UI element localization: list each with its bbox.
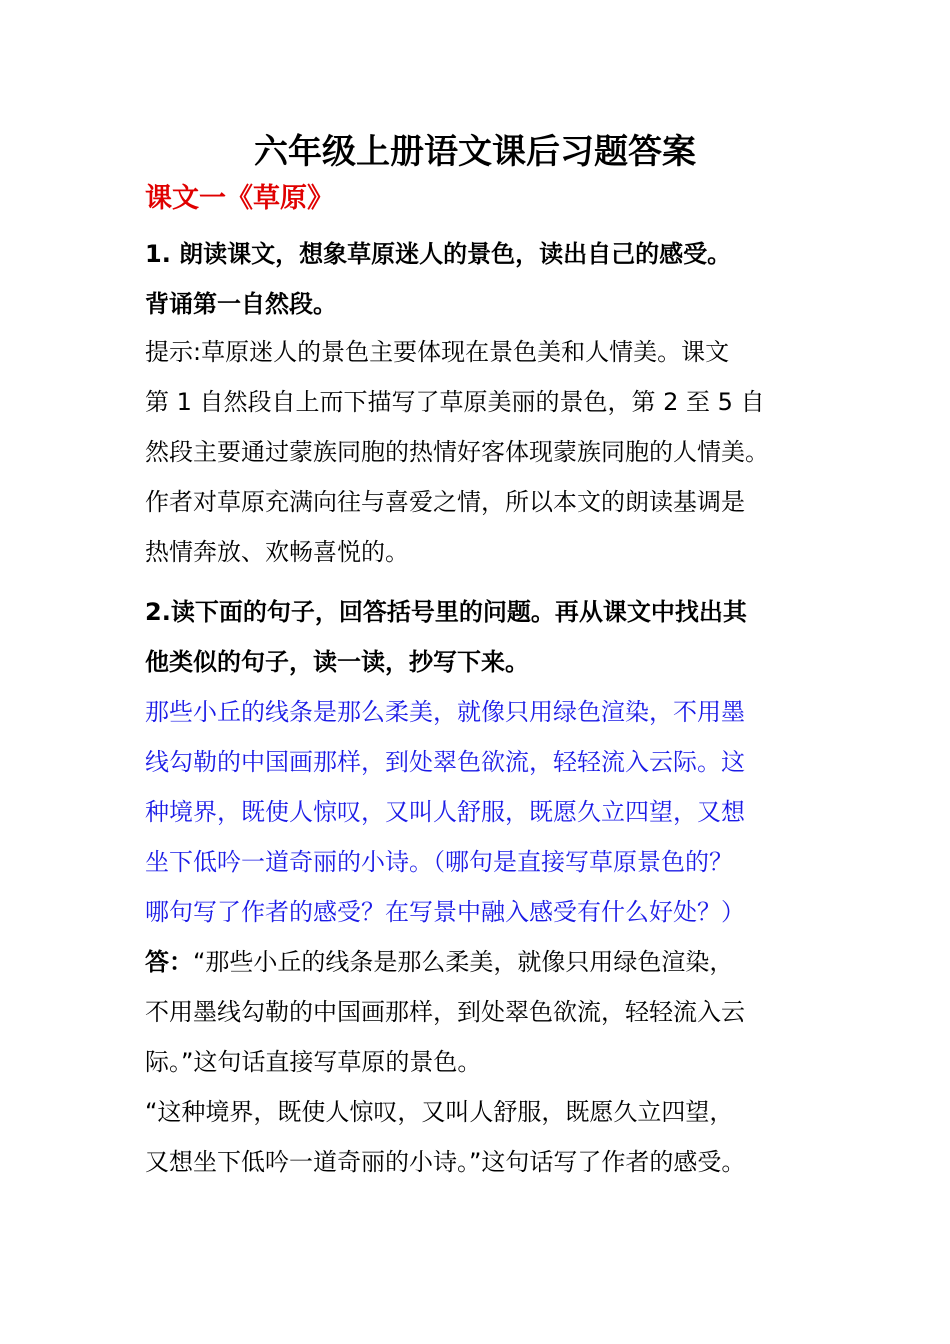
lesson-heading: 课文一《草原》 [145,183,334,214]
quote-line-2: 线勾勒的中国画那样，到处翠色欲流，轻轻流入云际。这 [145,748,745,776]
answer-1-line-1: 提示:草原迷人的景色主要体现在景色美和人情美。课文 [145,338,730,366]
question-1-line-1: 1. 朗读课文，想象草原迷人的景色，读出自己的感受。 [145,240,732,268]
answer-2-line-2: 不用墨线勾勒的中国画那样，到处翠色欲流，轻轻流入云 [145,998,745,1026]
quote-line-5: 哪句写了作者的感受？在写景中融入感受有什么好处？） [145,898,745,926]
answer-1-line-5: 热情奔放、欢畅喜悦的。 [145,538,409,566]
question-1-line-2: 背诵第一自然段。 [145,290,337,318]
quote-line-3: 种境界，既使人惊叹，又叫人舒服，既愿久立四望，又想 [145,798,745,826]
question-2-line-2: 他类似的句子，读一读，抄写下来。 [145,648,529,676]
answer-1-line-2: 第 1 自然段自上而下描写了草原美丽的景色，第 2 至 5 自 [145,388,765,416]
answer-2-text-1: “那些小丘的线条是那么柔美，就像只用绿色渲染， [193,948,734,976]
answer-label: 答： [145,948,193,976]
answer-2-line-5: 又想坐下低吟一道奇丽的小诗。”这句话写了作者的感受。 [145,1148,746,1176]
answer-2-line-4: “这种境界，既使人惊叹，又叫人舒服，既愿久立四望， [145,1098,734,1126]
answer-2-line-1 [145,946,733,978]
answer-1-line-3: 然段主要通过蒙族同胞的热情好客体现蒙族同胞的人情美。 [145,438,769,466]
answer-1-line-4: 作者对草原充满向往与喜爱之情，所以本文的朗读基调是 [145,488,745,516]
quote-line-1: 那些小丘的线条是那么柔美，就像只用绿色渲染，不用墨 [145,698,745,726]
quote-line-4: 坐下低吟一道奇丽的小诗。（哪句是直接写草原景色的？ [145,848,733,876]
document-title: 六年级上册语文课后习题答案 [254,132,696,172]
question-2-line-1: 2.读下面的句子，回答括号里的问题。再从课文中找出其 [145,598,747,626]
answer-2-line-3: 际。”这句话直接写草原的景色。 [145,1048,482,1076]
